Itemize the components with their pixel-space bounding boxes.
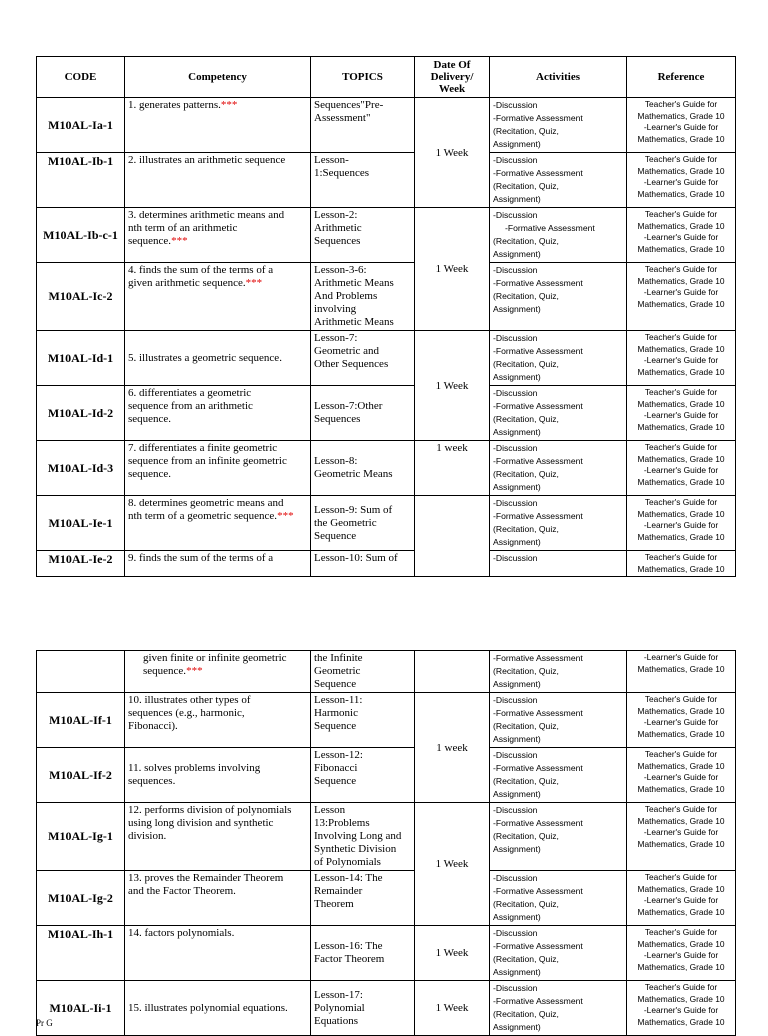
reference-cell: Teacher's Guide for Mathematics, Grade 10 -Learner's Guide for Mathematics, Grade 10: [627, 386, 736, 441]
competency-code: M10AL-Ie-2: [37, 551, 125, 577]
topic-text: Lesson-12: Fibonacci Sequence: [311, 748, 415, 803]
reference-cell: Teacher's Guide for Mathematics, Grade 10 -Learner's Guide for Mathematics, Grade 10: [627, 803, 736, 871]
competency-code: M10AL-Ig-2: [37, 871, 125, 926]
table-row: [37, 803, 736, 871]
header-activities: Activities: [490, 57, 627, 98]
competency-code: M10AL-Id-1: [37, 331, 125, 386]
table-row: [37, 263, 736, 331]
competency-code: M10AL-Ia-1: [37, 98, 125, 153]
topic-text: Lesson-3-6: Arithmetic Means And Problems involving Arithmetic Means: [311, 263, 415, 331]
activities-cell: -Discussion -Formative Assessment (Recitation, Quiz, Assignment): [490, 263, 627, 331]
reference-cell: Teacher's Guide for Mathematics, Grade 10 -Learner's Guide for Mathematics, Grade 10: [627, 263, 736, 331]
delivery-week-empty: [415, 651, 490, 693]
curriculum-table-top: [36, 56, 736, 577]
topic-text: Lesson-14: The Remainder Theorem: [311, 871, 415, 926]
reference-cell: Teacher's Guide for Mathematics, Grade 10 -Learner's Guide for Mathematics, Grade 10: [627, 441, 736, 496]
activities-cell: -Discussion -Formative Assessment (Recitation, Quiz, Assignment): [490, 98, 627, 153]
reference-cell: Teacher's Guide for Mathematics, Grade 10 -Learner's Guide for Mathematics, Grade 10: [627, 496, 736, 551]
competency-code: M10AL-Ie-1: [37, 496, 125, 551]
competency-text: 8. determines geometric means and nth term of a geometric sequence.***: [125, 496, 311, 551]
activities-cell: -Discussion -Formative Assessment (Recitation, Quiz, Assignment): [490, 981, 627, 1036]
activities-cell: -Discussion -Formative Assessment (Recitation, Quiz, Assignment): [490, 208, 627, 263]
page-footer-fragment: Pr G: [36, 1018, 53, 1028]
competency-code: M10AL-If-1: [37, 693, 125, 748]
header-topics: TOPICS: [311, 57, 415, 98]
competency-text: 9. finds the sum of the terms of a: [125, 551, 311, 577]
competency-text: given finite or infinite geometric sequence.***: [125, 651, 311, 693]
competency-code: M10AL-Ih-1: [37, 926, 125, 981]
reference-cell: -Learner's Guide for Mathematics, Grade 10: [627, 651, 736, 693]
reference-cell: Teacher's Guide for Mathematics, Grade 10 -Learner's Guide for Mathematics, Grade 10: [627, 926, 736, 981]
delivery-week: 1 Week: [415, 926, 490, 981]
competency-text: 11. solves problems involving sequences.: [125, 748, 311, 803]
topic-text: Lesson-16: The Factor Theorem: [311, 926, 415, 981]
topic-text: Lesson-7: Geometric and Other Sequences: [311, 331, 415, 386]
competency-code: M10AL-If-2: [37, 748, 125, 803]
delivery-week: 1 week: [415, 441, 490, 496]
header-date: Date Of Delivery/ Week: [415, 57, 490, 98]
activities-cell: -Discussion -Formative Assessment (Recitation, Quiz, Assignment): [490, 441, 627, 496]
topic-text: the Infinite Geometric Sequence: [311, 651, 415, 693]
activities-cell: -Discussion -Formative Assessment (Recitation, Quiz, Assignment): [490, 386, 627, 441]
reference-cell: Teacher's Guide for Mathematics, Grade 10 -Learner's Guide for Mathematics, Grade 10: [627, 208, 736, 263]
competency-code: M10AL-Ib-c-1: [37, 208, 125, 263]
reference-cell: Teacher's Guide for Mathematics, Grade 10 -Learner's Guide for Mathematics, Grade 10: [627, 98, 736, 153]
activities-cell: -Discussion: [490, 551, 627, 577]
delivery-week: 1 Week: [415, 331, 490, 441]
competency-text: 7. differentiates a finite geometric sequence from an infinite geometric sequence.: [125, 441, 311, 496]
competency-code: M10AL-Ib-1: [37, 153, 125, 208]
header-reference: Reference: [627, 57, 736, 98]
competency-code: M10AL-Id-2: [37, 386, 125, 441]
table-row: [37, 551, 736, 577]
reference-cell: Teacher's Guide for Mathematics, Grade 10 -Learner's Guide for Mathematics, Grade 10: [627, 981, 736, 1036]
table-row: [37, 926, 736, 981]
competency-text: 2. illustrates an arithmetic sequence: [125, 153, 311, 208]
table-row: [37, 441, 736, 496]
table-row: [37, 496, 736, 551]
header-code: CODE: [37, 57, 125, 98]
table-header-row: [37, 57, 736, 98]
table-row: [37, 871, 736, 926]
delivery-week: 1 week: [415, 693, 490, 803]
competency-text: 14. factors polynomials.: [125, 926, 311, 981]
table-row: [37, 748, 736, 803]
table-row: [37, 208, 736, 263]
delivery-week: 1 Week: [415, 803, 490, 926]
competency-code: M10AL-Id-3: [37, 441, 125, 496]
reference-cell: Teacher's Guide for Mathematics, Grade 10 -Learner's Guide for Mathematics, Grade 10: [627, 871, 736, 926]
reference-cell: Teacher's Guide for Mathematics, Grade 10 -Learner's Guide for Mathematics, Grade 10: [627, 153, 736, 208]
topic-text: Lesson-11: Harmonic Sequence: [311, 693, 415, 748]
table-row: [37, 386, 736, 441]
competency-code: M10AL-Ic-2: [37, 263, 125, 331]
reference-cell: Teacher's Guide for Mathematics, Grade 10: [627, 551, 736, 577]
competency-code: M10AL-Ig-1: [37, 803, 125, 871]
table-row: [37, 981, 736, 1036]
topic-text: Sequences"Pre- Assessment": [311, 98, 415, 153]
competency-text: 5. illustrates a geometric sequence.: [125, 331, 311, 386]
table-row: [37, 331, 736, 386]
competency-text: 4. finds the sum of the terms of a given arithmetic sequence.***: [125, 263, 311, 331]
topic-text: Lesson-17: Polynomial Equations: [311, 981, 415, 1036]
competency-text: 12. performs division of polynomials using long division and synthetic division.: [125, 803, 311, 871]
competency-text: 3. determines arithmetic means and nth term of an arithmetic sequence.***: [125, 208, 311, 263]
competency-text: 15. illustrates polynomial equations.: [125, 981, 311, 1036]
table-row: [37, 693, 736, 748]
topic-text: Lesson-7:Other Sequences: [311, 386, 415, 441]
competency-text: 6. differentiates a geometric sequence from an arithmetic sequence.: [125, 386, 311, 441]
table-row: [37, 153, 736, 208]
competency-text: 13. proves the Remainder Theorem and the Factor Theorem.: [125, 871, 311, 926]
delivery-week: 1 Week: [415, 98, 490, 208]
delivery-week: 1 Week: [415, 208, 490, 331]
competency-code: M10AL-Ii-1: [37, 981, 125, 1036]
activities-cell: -Discussion -Formative Assessment (Recitation, Quiz, Assignment): [490, 496, 627, 551]
activities-cell: -Discussion -Formative Assessment (Recitation, Quiz, Assignment): [490, 803, 627, 871]
topic-text: Lesson- 1:Sequences: [311, 153, 415, 208]
topic-text: Lesson 13:Problems Involving Long and Synthetic Division of Polynomials: [311, 803, 415, 871]
activities-cell: -Discussion -Formative Assessment (Recitation, Quiz, Assignment): [490, 871, 627, 926]
topic-text: Lesson-10: Sum of: [311, 551, 415, 577]
activities-cell: -Formative Assessment (Recitation, Quiz, Assignment): [490, 651, 627, 693]
reference-cell: Teacher's Guide for Mathematics, Grade 10 -Learner's Guide for Mathematics, Grade 10: [627, 748, 736, 803]
competency-code-empty: [37, 651, 125, 693]
reference-cell: Teacher's Guide for Mathematics, Grade 10 -Learner's Guide for Mathematics, Grade 10: [627, 331, 736, 386]
competency-text: 1. generates patterns.***: [125, 98, 311, 153]
table-row: [37, 98, 736, 153]
header-competency: Competency: [125, 57, 311, 98]
activities-cell: -Discussion -Formative Assessment (Recitation, Quiz, Assignment): [490, 153, 627, 208]
delivery-week: 1 Week: [415, 981, 490, 1036]
activities-cell: -Discussion -Formative Assessment (Recitation, Quiz, Assignment): [490, 748, 627, 803]
topic-text: Lesson-8: Geometric Means: [311, 441, 415, 496]
topic-text: Lesson-2: Arithmetic Sequences: [311, 208, 415, 263]
activities-cell: -Discussion -Formative Assessment (Recitation, Quiz, Assignment): [490, 693, 627, 748]
activities-cell: -Discussion -Formative Assessment (Recitation, Quiz, Assignment): [490, 331, 627, 386]
topic-text: Lesson-9: Sum of the Geometric Sequence: [311, 496, 415, 551]
reference-cell: Teacher's Guide for Mathematics, Grade 10 -Learner's Guide for Mathematics, Grade 10: [627, 693, 736, 748]
table-row: [37, 651, 736, 693]
delivery-week-empty: [415, 496, 490, 577]
activities-cell: -Discussion -Formative Assessment (Recitation, Quiz, Assignment): [490, 926, 627, 981]
competency-text: 10. illustrates other types of sequences (e.g., harmonic, Fibonacci).: [125, 693, 311, 748]
curriculum-table-bottom: [36, 650, 736, 1036]
